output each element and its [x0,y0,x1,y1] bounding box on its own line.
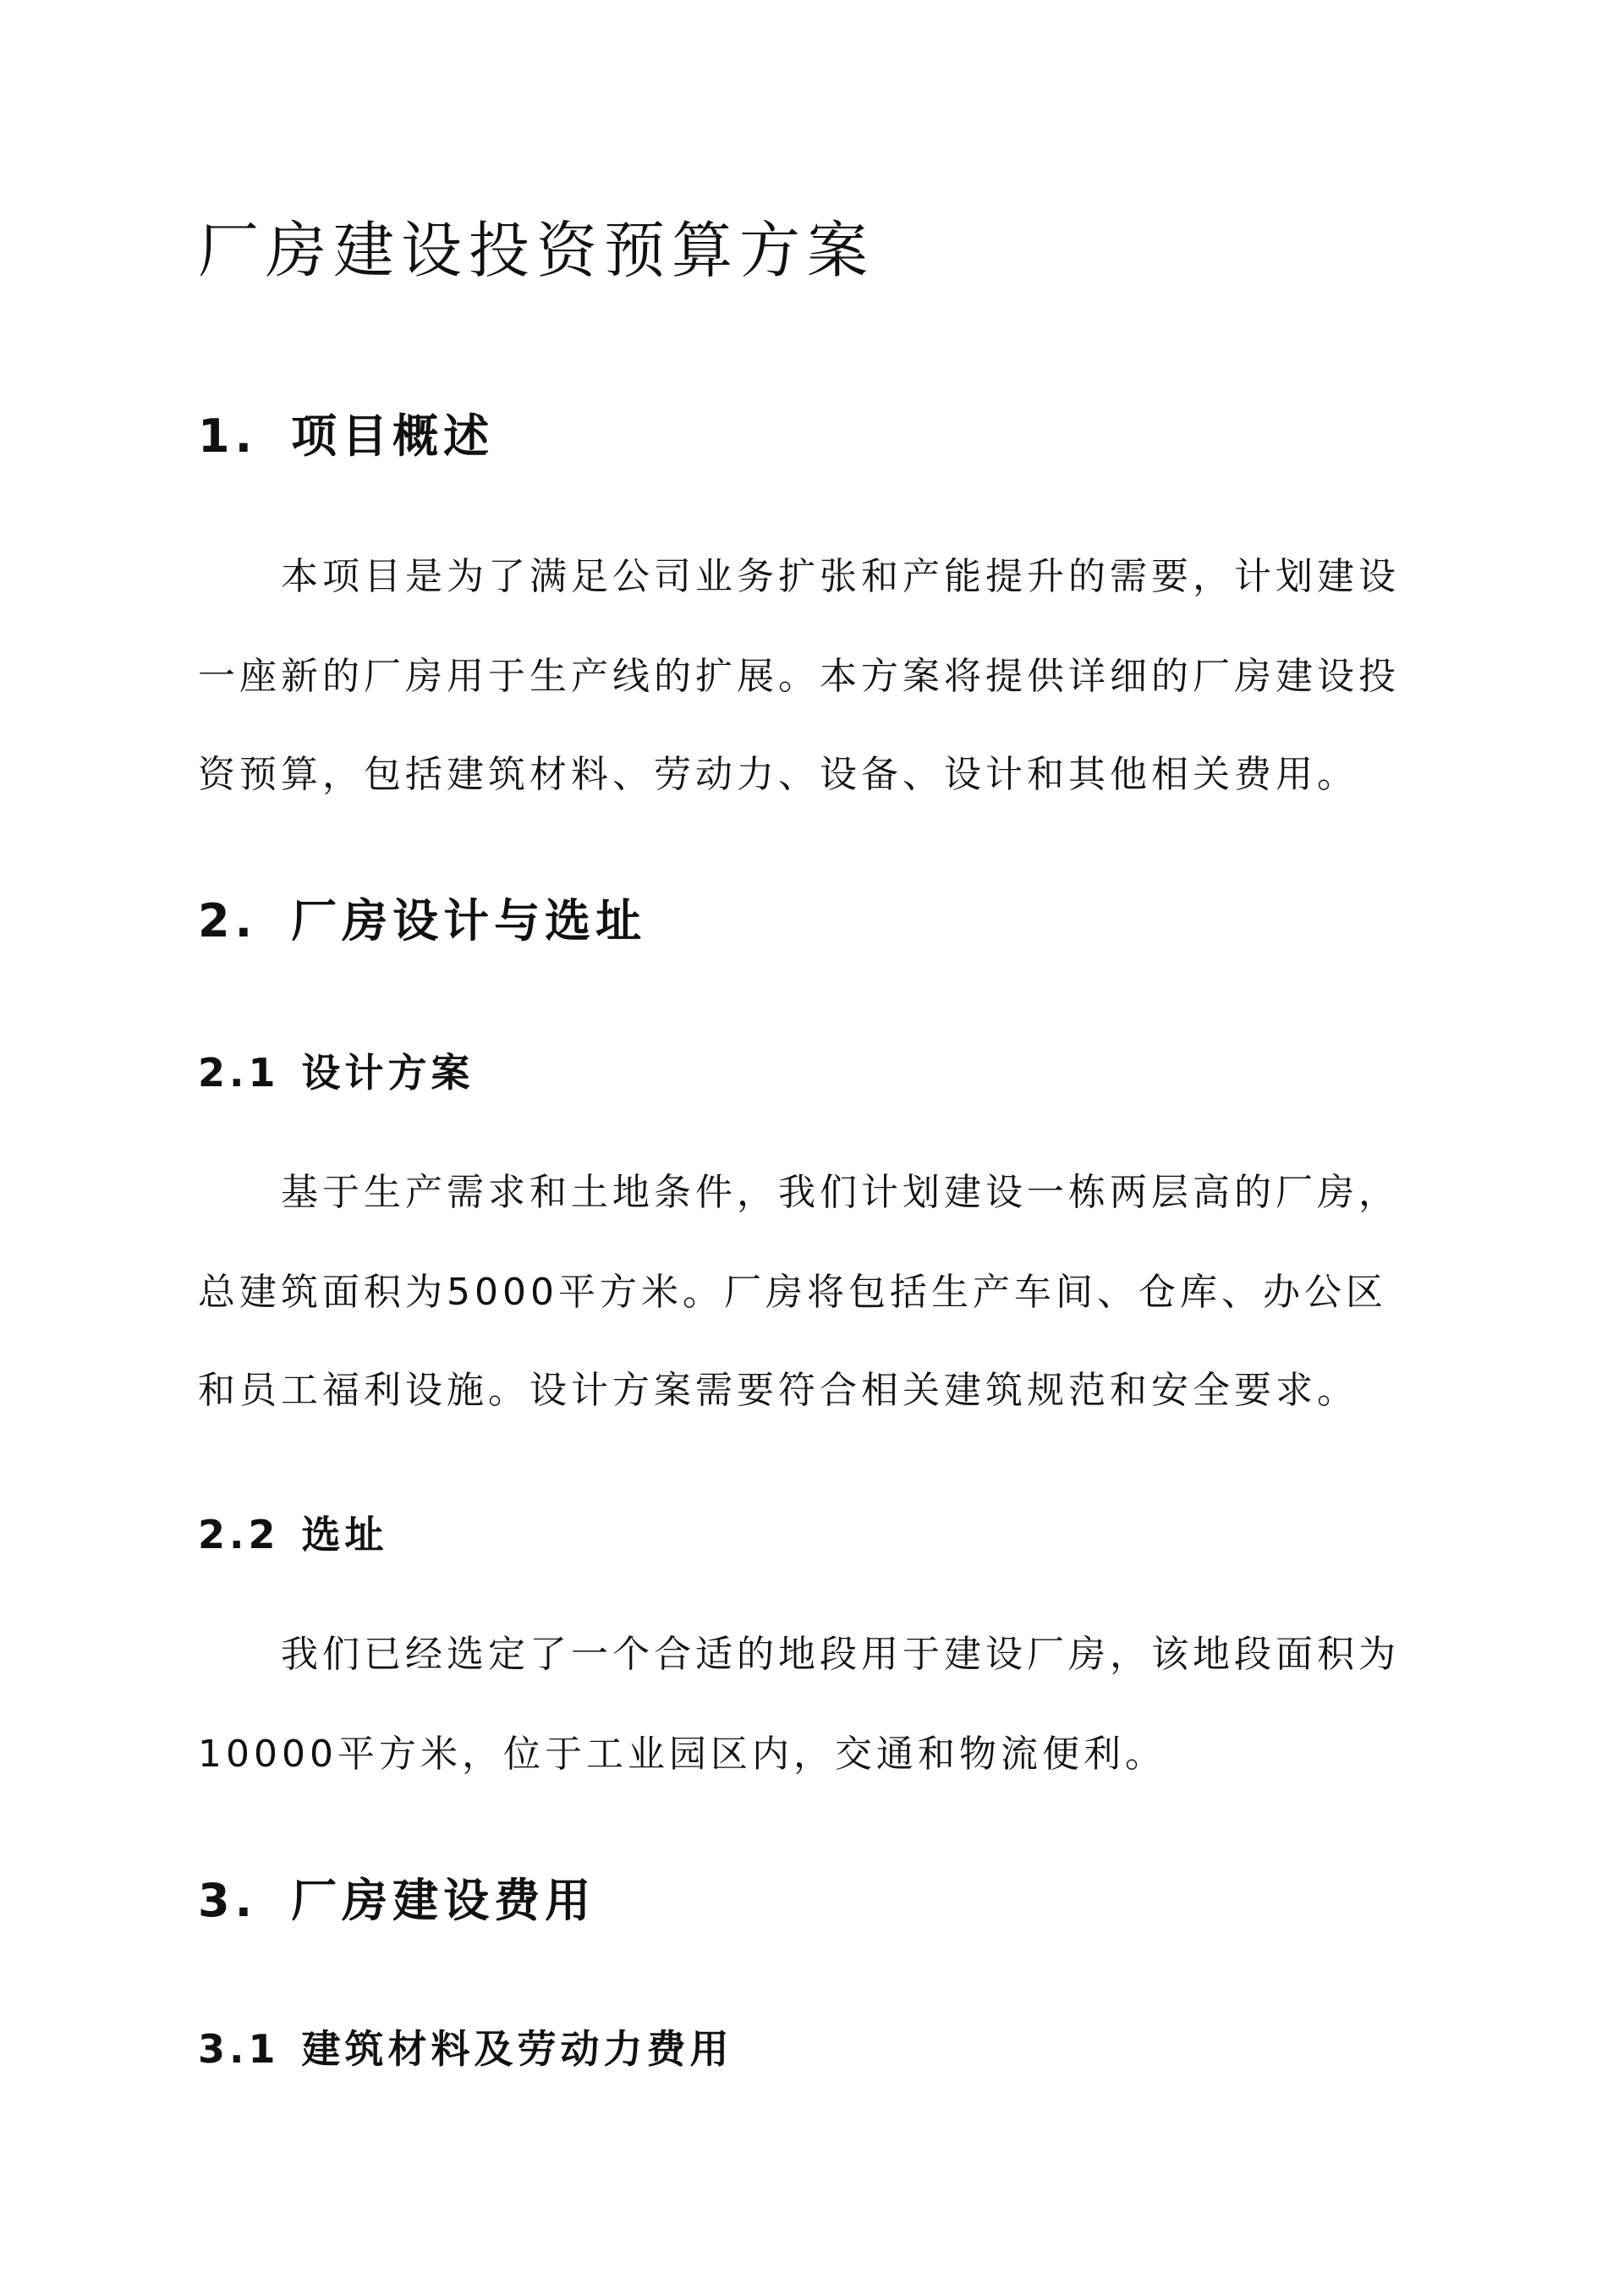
document-title: 厂房建设投资预算方案 [198,215,875,286]
paragraph-line: 本项目是为了满足公司业务扩张和产能提升的需要，计划建设 [281,555,1400,598]
paragraph-line: 一座新的厂房用于生产线的扩展。本方案将提供详细的厂房建设投 [198,655,1400,698]
subsection-3-1-heading [198,2019,733,2074]
subsection-2-2-heading [198,1504,388,1560]
section-number: 3. [198,1874,258,1927]
subsection-title: 选址 [301,1512,388,1557]
section-title: 厂房建设费用 [291,1874,596,1927]
section-number: 1. [198,409,258,463]
subsection-title: 设计方案 [301,1050,475,1096]
paragraph-line: 我们已经选定了一个合适的地段用于建设厂房，该地段面积为 [281,1633,1400,1676]
section-title: 项目概述 [291,409,495,463]
section-2-heading [198,885,646,950]
subsection-2-1-heading [198,1042,475,1098]
paragraph-line: 基于生产需求和土地条件，我们计划建设一栋两层高的厂房， [281,1171,1400,1214]
paragraph-line: 总建筑面积为5000平方米。厂房将包括生产车间、仓库、办公区 [198,1271,1387,1314]
section-3-heading [198,1865,595,1930]
subsection-number: 2.1 [198,1050,280,1096]
paragraph-line: 和员工福利设施。设计方案需要符合相关建筑规范和安全要求。 [198,1369,1358,1412]
subsection-title: 建筑材料及劳动力费用 [301,2026,733,2072]
section-1-heading [198,400,494,465]
section-title: 厂房设计与选址 [291,894,647,948]
section-number: 2. [198,894,258,948]
subsection-number: 3.1 [198,2026,280,2072]
subsection-number: 2.2 [198,1512,280,1557]
paragraph-line: 资预算，包括建筑材料、劳动力、设备、设计和其他相关费用。 [198,753,1358,796]
paragraph-line: 10000平方米，位于工业园区内，交通和物流便利。 [198,1733,1166,1776]
